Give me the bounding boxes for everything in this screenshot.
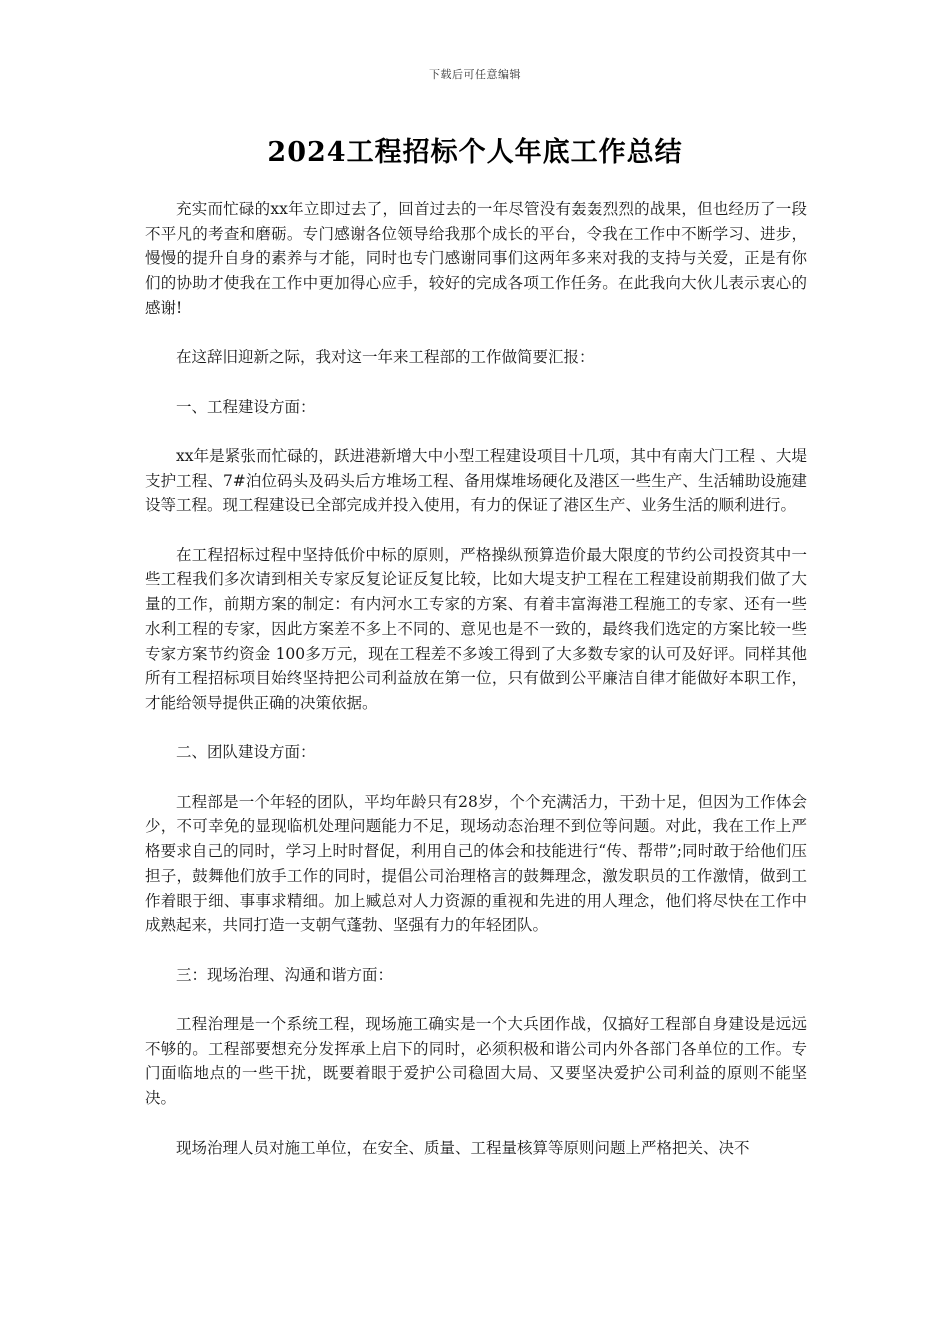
paragraph-team-building: 工程部是一个年轻的团队，平均年龄只有28岁，个个充满活力，干劲十足，但因为工作体会少，不可幸免的显现临机处理问题能力不足，现场动态治理不到位等问题。对此，我在工作上严格要求自己的同时，学习上时时督促，利用自己的体会和技能进行“传、帮带”;同时敢于给他们压担子，鼓舞他们放手工作的同时，提倡公司治理格言的鼓舞理念，激发职员的工作激情，做到工作着眼于细、事事求精细。加上臧总对人力资源的重视和先进的用人理念，他们将尽快在工作中成熟起来，共同打造一支朝气蓬勃、坚强有力的年轻团队。 (145, 792, 807, 935)
section-heading-team: 二、团队建设方面： (176, 743, 316, 762)
paragraph-site-management: 工程治理是一个系统工程，现场施工确实是一个大兵团作战，仅搞好工程部自身建设是远远不够的。工程部要想充分发挥承上启下的同时，必须积极和谐公司内外各部门各单位的工作。专门面临地点的一些干扰，既要着眼于爱护公司稳固大局、又要坚决爱护公司利益的原则不能坚决。 (145, 1015, 807, 1108)
paragraph-bidding-principle: 在工程招标过程中坚持低价中标的原则，严格操纵预算造价最大限度的节约公司投资其中一些工程我们多次请到相关专家反复论证反复比较，比如大堤支护工程在工程建设前期我们做了大量的工作，前期方案的制定：有内河水工专家的方案、有着丰富海港工程施工的专家、还有一些水利工程的专家，因此方案差不多上不同的、意见也是不一致的，最终我们选定的方案比较一些专家方案节约资金 100多万元，现在工程差不多竣工得到了大多数专家的认可及好评。同样其他所有工程招标项目始终坚持把公司利益放在第一位，只有做到公平廉洁自律才能做好本职工作，才能给领导提供正确的决策依据。 (145, 545, 807, 712)
paragraph-site-staff: 现场治理人员对施工单位，在安全、质量、工程量核算等原则问题上严格把关、决不 (176, 1138, 750, 1157)
document-title: 2024工程招标个人年底工作总结 (267, 137, 683, 168)
section-heading-site-management: 三：现场治理、沟通和谐方面： (176, 965, 394, 984)
paragraph-report-lead: 在这辞旧迎新之际，我对这一年来工程部的工作做简要汇报： (176, 348, 595, 367)
paragraph-construction-projects: xx年是紧张而忙碌的，跃进港新增大中小型工程建设项目十几项，其中有南大门工程 、大堤支护工程、7#泊位码头及码头后方堆场工程、备用煤堆场硬化及港区一些生产、生活辅助设施建设等工程。现工程建设已全部完成并投入使用，有力的保证了港区生产、业务生活的顺利进行。 (145, 446, 807, 515)
section-heading-construction: 一、工程建设方面： (176, 397, 316, 416)
header-note: 下载后可任意编辑 (429, 68, 521, 81)
document-body (145, 197, 807, 1185)
paragraph-intro: 充实而忙碌的xx年立即过去了，回首过去的一年尽管没有轰轰烈烈的战果，但也经历了一段不平凡的考查和磨砺。专门感谢各位领导给我那个成长的平台，令我在工作中不断学习、进步，慢慢的提升自身的素养与才能，同时也专门感谢同事们这两年多来对我的支持与关爱，正是有你们的协助才使我在工作中更加得心应手，较好的完成各项工作任务。在此我向大伙儿表示衷心的感谢! (145, 200, 807, 317)
